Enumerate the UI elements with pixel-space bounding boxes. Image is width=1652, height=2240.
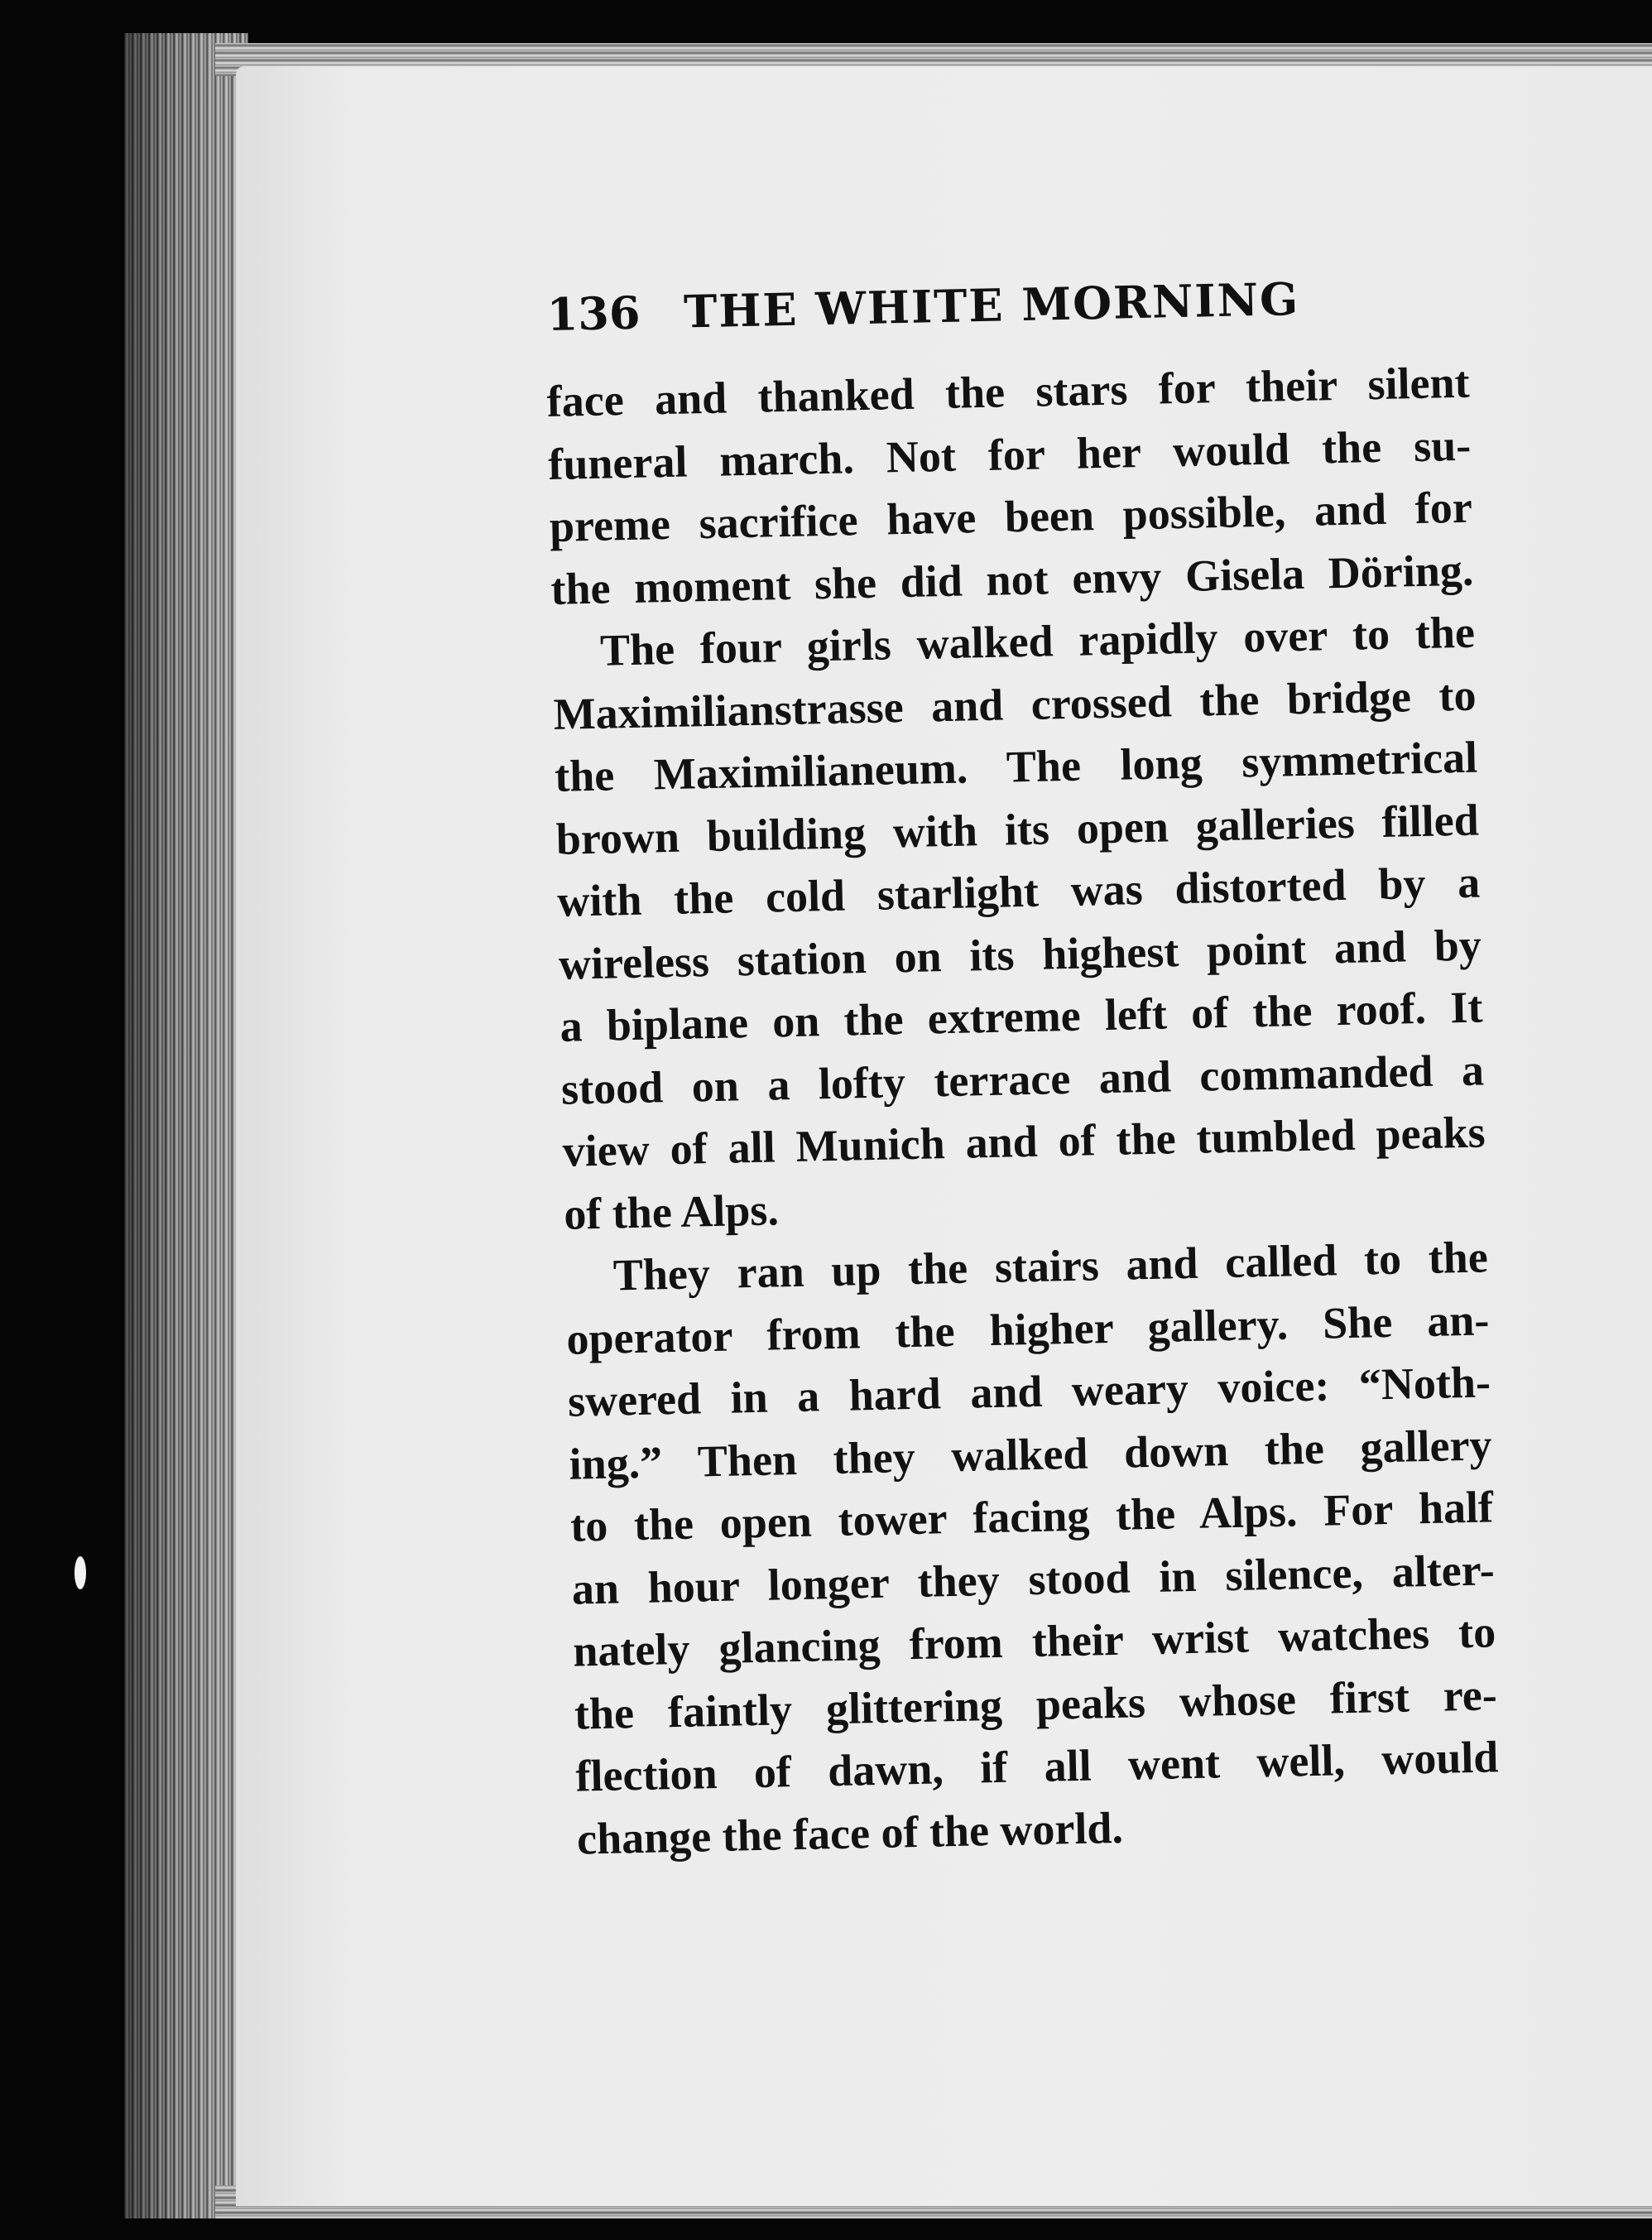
text-line: an hour longer they stood in silence, alter- <box>571 1544 1496 1614</box>
text-line: Maximilianstrasse and crossed the bridge to <box>553 670 1477 739</box>
book-page-edges <box>124 33 248 2218</box>
running-title: THE WHITE MORNING <box>683 272 1300 339</box>
paragraph-1 <box>546 351 1503 621</box>
text-line: funeral march. Not for her would the su- <box>547 420 1472 489</box>
page-number: 136 <box>546 286 641 341</box>
text-line: flection of dawn, if all went well, would <box>574 1732 1499 1801</box>
text-line: view of all Munich and of the tumbled peaks <box>562 1107 1486 1176</box>
text-line: of the Alps. <box>563 1184 780 1239</box>
text-line: The four girls walked rapidly over to the <box>599 607 1476 675</box>
text-line: face and thanked the stars for their silent <box>546 357 1471 426</box>
paragraph-3 <box>564 1226 1530 1871</box>
text-line: brown building with its open galleries filled <box>555 795 1480 864</box>
paragraph-2 <box>551 601 1516 1246</box>
text-line: the Maximilianeum. The long symmetrical <box>554 732 1478 801</box>
text-line: preme sacrifice have been possible, and for <box>549 482 1473 551</box>
text-line: to the open tower facing the Alps. For half <box>569 1482 1494 1551</box>
text-line: They ran up the stairs and called to the <box>612 1232 1489 1300</box>
text-line: the moment she did not envy Gisela Döring. <box>550 545 1474 614</box>
text-line: wireless station on its highest point and by <box>558 919 1482 989</box>
scan-speck <box>74 1556 86 1589</box>
text-line: ing.” Then they walked down the gallery <box>569 1419 1493 1489</box>
text-line: with the cold starlight was distorted by a <box>556 857 1481 926</box>
body-text <box>546 351 1530 1871</box>
text-line: stood on a lofty terrace and commanded a <box>560 1044 1485 1114</box>
text-line: nately glancing from their wrist watches to <box>572 1607 1496 1676</box>
text-line: operator from the higher gallery. She an- <box>565 1294 1490 1364</box>
text-line: the faintly glittering peaks whose first re- <box>574 1669 1498 1739</box>
text-line: swered in a hard and weary voice: “Noth- <box>567 1357 1491 1426</box>
text-line: a biplane on the extreme left of the roof. It <box>559 982 1483 1051</box>
text-line: change the face of the world. <box>576 1802 1124 1864</box>
